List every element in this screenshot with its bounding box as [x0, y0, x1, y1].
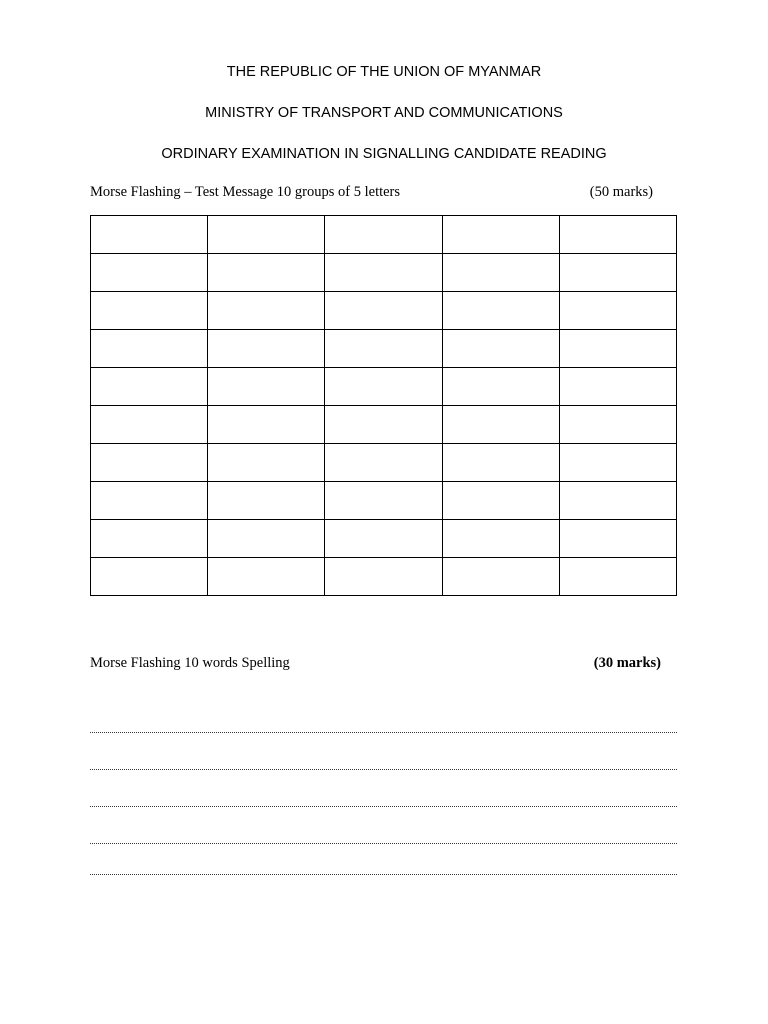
- grid-cell[interactable]: [208, 482, 325, 520]
- grid-cell[interactable]: [208, 406, 325, 444]
- grid-row: [91, 368, 677, 406]
- grid-row: [91, 254, 677, 292]
- header-exam-title: ORDINARY EXAMINATION IN SIGNALLING CANDIDATE READING: [161, 146, 607, 162]
- grid-cell[interactable]: [325, 558, 442, 596]
- section2-marks: (30 marks): [593, 655, 661, 671]
- grid-cell[interactable]: [325, 520, 442, 558]
- grid-cell[interactable]: [325, 330, 442, 368]
- grid-row: [91, 216, 677, 254]
- grid-cell[interactable]: [559, 216, 676, 254]
- spelling-answer-line[interactable]: [90, 874, 677, 875]
- grid-row: [91, 520, 677, 558]
- grid-cell[interactable]: [442, 520, 559, 558]
- grid-row: [91, 444, 677, 482]
- grid-row: [91, 482, 677, 520]
- answer-grid: [90, 215, 677, 596]
- grid-cell[interactable]: [208, 444, 325, 482]
- grid-cell[interactable]: [208, 558, 325, 596]
- section1-marks: (50 marks): [589, 184, 653, 200]
- grid-row: [91, 558, 677, 596]
- grid-cell[interactable]: [325, 368, 442, 406]
- section2-title: Morse Flashing 10 words Spelling: [90, 655, 290, 671]
- grid-cell[interactable]: [442, 444, 559, 482]
- grid-cell[interactable]: [559, 292, 676, 330]
- spelling-answer-line[interactable]: [90, 806, 677, 807]
- grid-cell[interactable]: [325, 292, 442, 330]
- grid-cell[interactable]: [325, 444, 442, 482]
- grid-cell[interactable]: [208, 292, 325, 330]
- grid-cell[interactable]: [325, 406, 442, 444]
- grid-cell[interactable]: [559, 558, 676, 596]
- grid-cell[interactable]: [91, 368, 208, 406]
- grid-cell[interactable]: [559, 444, 676, 482]
- section1-heading: [90, 184, 653, 201]
- grid-cell[interactable]: [559, 482, 676, 520]
- spelling-answer-line[interactable]: [90, 769, 677, 770]
- section2-heading: [90, 655, 661, 672]
- grid-cell[interactable]: [208, 216, 325, 254]
- grid-cell[interactable]: [559, 368, 676, 406]
- grid-cell[interactable]: [325, 482, 442, 520]
- grid-cell[interactable]: [442, 292, 559, 330]
- grid-cell[interactable]: [91, 330, 208, 368]
- grid-cell[interactable]: [91, 216, 208, 254]
- grid-cell[interactable]: [91, 558, 208, 596]
- grid-row: [91, 330, 677, 368]
- grid-row: [91, 292, 677, 330]
- grid-cell[interactable]: [442, 406, 559, 444]
- grid-cell[interactable]: [208, 254, 325, 292]
- grid-cell[interactable]: [208, 368, 325, 406]
- grid-cell[interactable]: [325, 254, 442, 292]
- grid-cell[interactable]: [442, 216, 559, 254]
- grid-cell[interactable]: [559, 330, 676, 368]
- grid-cell[interactable]: [208, 330, 325, 368]
- grid-cell[interactable]: [91, 482, 208, 520]
- grid-cell[interactable]: [442, 558, 559, 596]
- grid-cell[interactable]: [91, 406, 208, 444]
- grid-row: [91, 406, 677, 444]
- grid-cell[interactable]: [442, 482, 559, 520]
- spelling-answer-line[interactable]: [90, 732, 677, 733]
- grid-cell[interactable]: [559, 406, 676, 444]
- spelling-answer-line[interactable]: [90, 843, 677, 844]
- grid-cell[interactable]: [208, 520, 325, 558]
- grid-cell[interactable]: [559, 254, 676, 292]
- header-republic: THE REPUBLIC OF THE UNION OF MYANMAR: [226, 64, 542, 80]
- grid-cell[interactable]: [91, 520, 208, 558]
- grid-cell[interactable]: [442, 254, 559, 292]
- grid-cell[interactable]: [442, 368, 559, 406]
- grid-cell[interactable]: [325, 216, 442, 254]
- header-ministry: MINISTRY OF TRANSPORT AND COMMUNICATIONS: [205, 105, 563, 121]
- grid-cell[interactable]: [91, 292, 208, 330]
- grid-cell[interactable]: [91, 254, 208, 292]
- grid-cell[interactable]: [91, 444, 208, 482]
- grid-cell[interactable]: [442, 330, 559, 368]
- grid-cell[interactable]: [559, 520, 676, 558]
- section1-title: Morse Flashing – Test Message 10 groups of 5 letters: [90, 184, 401, 200]
